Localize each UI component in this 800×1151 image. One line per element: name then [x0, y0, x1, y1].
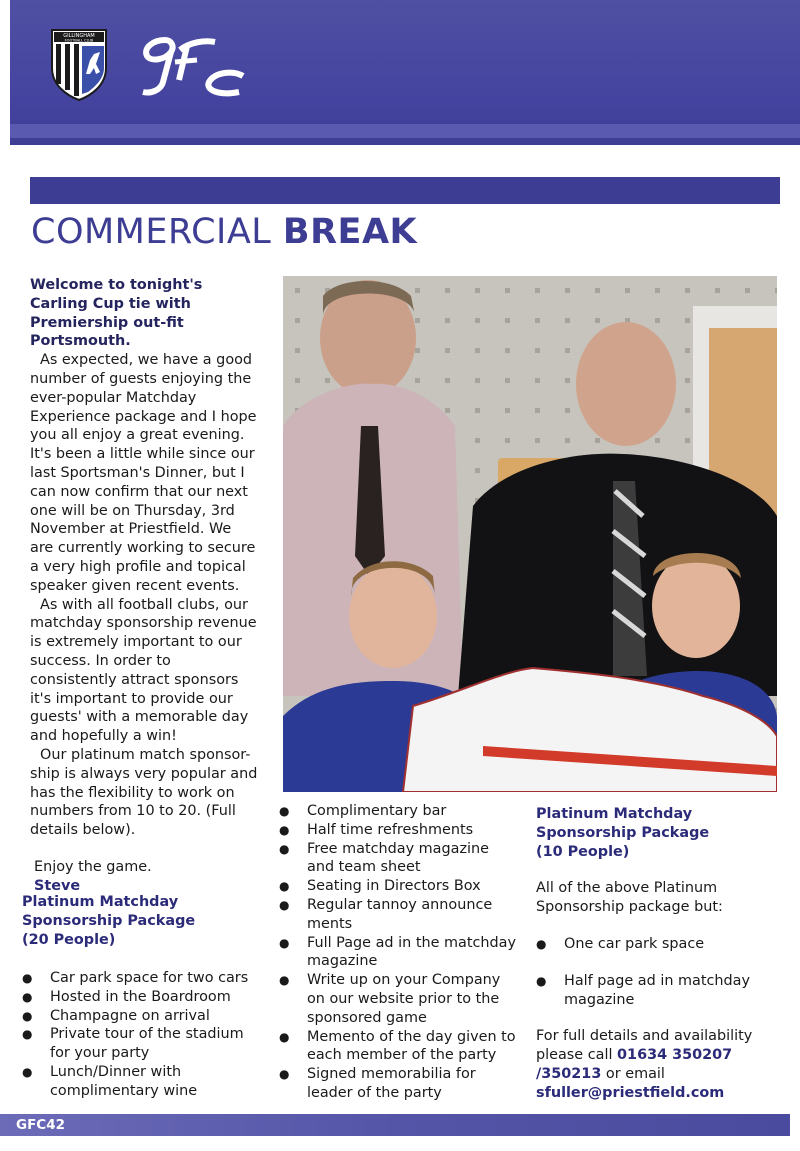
club-crest-icon	[50, 28, 108, 102]
package-10-column	[536, 805, 761, 1103]
list-item: ● Signed memorabilia for leader of the party	[279, 1065, 519, 1103]
list-item: ● Complimentary bar	[279, 802, 519, 821]
page-number: GFC42	[16, 1117, 65, 1133]
package-10-heading-2: Sponsorship Package	[536, 824, 710, 841]
package-20-list	[22, 969, 262, 1101]
package-10-heading-3: (10 People)	[536, 843, 630, 860]
contact-email[interactable]: sfuller@priestfield.com	[536, 1084, 725, 1101]
signoff: Enjoy the game.	[34, 858, 152, 875]
crest-text-2: FOOTBALL CLUB	[64, 38, 94, 43]
intro-lead: Welcome to tonight's Carling Cup tie with Premiership out-fit Portsmouth.	[30, 277, 203, 350]
title-light: COMMERCIAL	[31, 212, 272, 252]
list-item: ● Write up on your Company on our website prior to the sponsored game	[279, 971, 519, 1027]
masthead-stripe	[10, 124, 800, 138]
package-10-intro: All of the above Platinum Sponsorship package but:	[536, 880, 723, 916]
contact-mid: or email	[605, 1065, 665, 1082]
package-10-heading-1: Platinum Matchday	[536, 806, 693, 822]
list-item: ● Seating in Directors Box	[279, 877, 519, 896]
page-title	[31, 210, 417, 254]
list-item: ● Lunch/Dinner with complimentary wine	[22, 1063, 262, 1101]
list-item: ● Car park space for two cars	[22, 969, 262, 988]
package-20-heading-3: (20 People)	[22, 931, 116, 948]
contact-text	[536, 1027, 761, 1102]
crest-text-1: GILLINGHAM	[63, 33, 95, 39]
signature: Steve	[34, 877, 81, 894]
package-20-heading	[22, 893, 262, 949]
contact-pre: For full details and availability please call	[536, 1028, 753, 1064]
intro-paragraph-3: Our platinum match sponsor-ship is always very popular and has the flexibility to work on numbers from 10 to 20. (Full details below).	[30, 746, 258, 839]
list-item: ● Half time refreshments	[279, 821, 519, 840]
footer-bar	[0, 1114, 790, 1136]
list-item: ● Memento of the day given to each member of the party	[279, 1028, 519, 1066]
intro-paragraph-2: As with all football clubs, our matchday sponsorship revenue is extremely important to our success. In order to consistently attract sponsors it's important to provide our guests' with a memorable day and hopefully a win!	[30, 596, 257, 745]
list-item: ● Regular tannoy announce ments	[279, 896, 519, 934]
section-rule	[30, 177, 780, 204]
list-item: ● Full Page ad in the matchday magazine	[279, 934, 519, 972]
list-item: ● Champagne on arrival	[22, 1007, 262, 1026]
list-item: ● One car park space	[536, 935, 761, 954]
list-item: ● Free matchday magazine and team sheet	[279, 840, 519, 878]
package-10-list	[536, 935, 761, 1009]
list-item: ● Half page ad in matchday magazine	[536, 972, 761, 1010]
package-20-list-continued	[279, 802, 519, 1103]
title-bold: BREAK	[282, 212, 418, 252]
list-item: ● Hosted in the Boardroom	[22, 988, 262, 1007]
gfc-logo-icon	[135, 30, 250, 102]
package-20-heading-1: Platinum Matchday	[22, 894, 179, 910]
contact-phone: 01634 350207 /350213	[536, 1047, 733, 1082]
intro-paragraph-1: As expected, we have a good number of guests enjoying the ever-popular Matchday Experience package and I hope you all enjoy a great evening. It's been a little while since our last Sportsman's Dinner, but I can now confirm that our next one will be on Thursday, 3rd November at Priestfield. We are currently working to secure a very high profile and topical speaker given recent events.	[30, 352, 257, 594]
intro-column	[30, 276, 258, 896]
team-photo	[283, 276, 777, 792]
list-item: ● Private tour of the stadium for your party	[22, 1025, 262, 1063]
package-20-heading-2: Sponsorship Package	[22, 912, 196, 929]
